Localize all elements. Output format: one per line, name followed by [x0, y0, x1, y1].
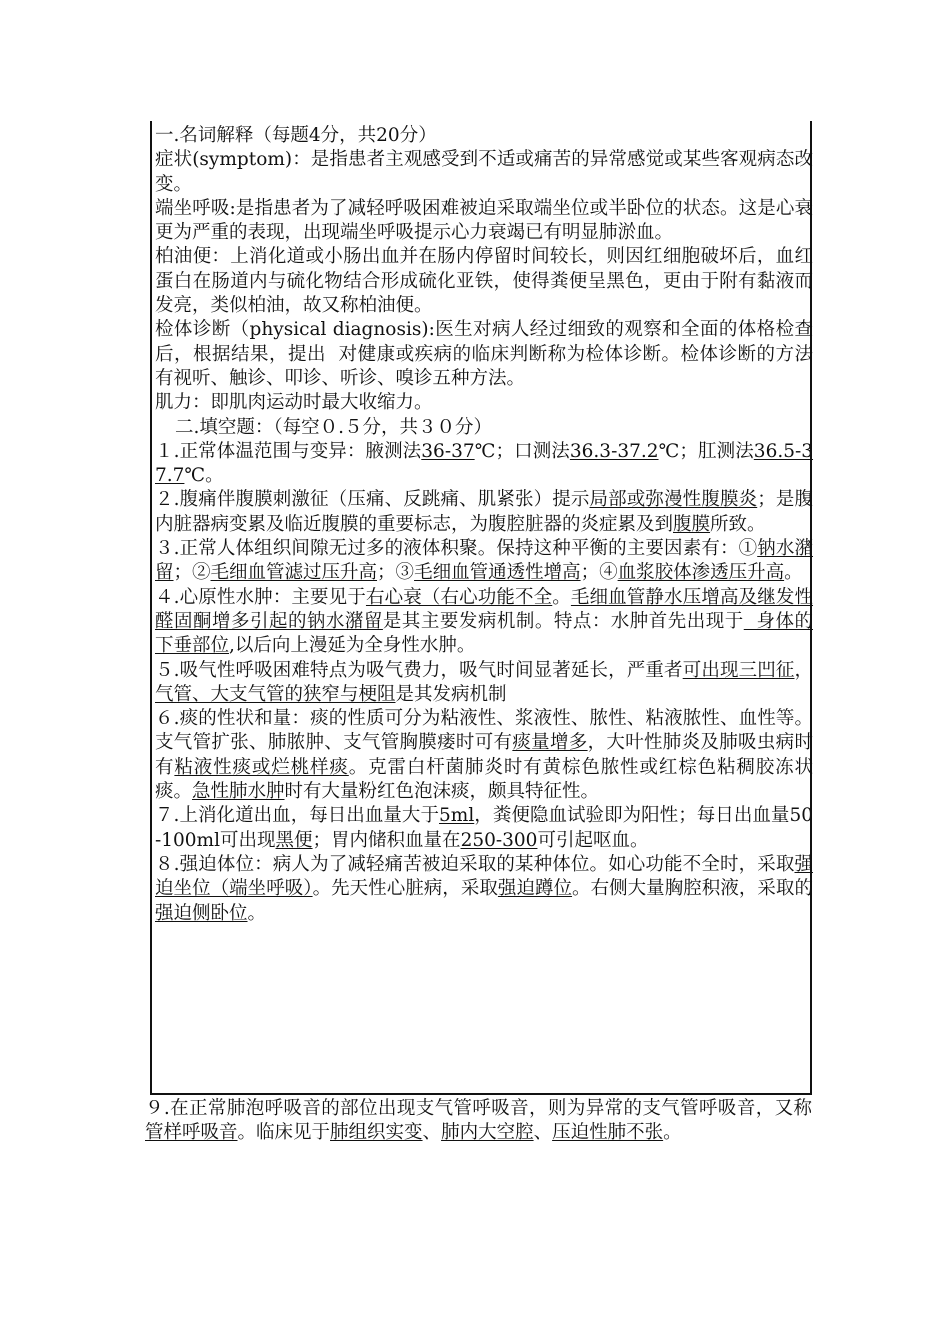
answer-blank: 毛细血管滤过压升高: [210, 562, 378, 584]
answer-blank: 右心衰（右心功能不全: [365, 586, 553, 608]
term-symptom: 症状(symptom)：是指患者主观感受到不适或痛苦的异常感觉或某些客观病态改变。: [155, 149, 813, 195]
answer-blank: 粘液性痰或烂桃样痰: [174, 756, 349, 778]
answer-blank: 肺组织实变: [330, 1122, 423, 1144]
answer-box-content: [155, 124, 813, 926]
answer-blank: 压迫性肺不张: [552, 1122, 664, 1144]
answer-blank: 局部或弥漫性腹膜炎: [589, 489, 758, 511]
answer-blank: 气管、大支气管的狭窄与梗阻: [155, 683, 396, 705]
answer-blank: 毛细血管静水压增高及继发性醛固酮增多引起的钠水潴留: [155, 586, 813, 632]
question-6: ６.痰的性状和量：痰的性质可分为粘液性、浆液性、脓性、粘液脓性、血性等。支气管扩张、肺脓肿、支气管胸膜瘘时可有痰量增多，大叶性肺炎及肺吸虫病时有粘液性痰或烂桃样痰。克雷白杆菌肺炎时有黄棕色脓性或红棕色粘稠胶冻状痰。急性肺水肿时有大量粉红色泡沫痰，颇具特征性。: [155, 708, 813, 803]
answer-blank: 血浆胶体渗透压升高: [617, 562, 785, 584]
answer-blank: 身体的下垂部位: [155, 610, 813, 657]
question-7: ７.上消化道出血，每日出血量大于5ml，粪便隐血试验即为阳性；每日出血量50-100ml可出现黑便；胃内储积血量在250-300可引起呕血。: [155, 805, 813, 851]
term-orthopnea: 端坐呼吸:是指患者为了减轻呼吸困难被迫采取端坐位或半卧位的状态。这是心衰更为严重的表现，出现端坐呼吸提示心力衰竭已有明显肺淤血。: [155, 197, 813, 244]
answer-blank: 可出现三凹征: [682, 659, 795, 681]
question-5: ５.吸气性呼吸困难特点为吸气费力，吸气时间显著延长，严重者可出现三凹征，气管、大支气管的狭窄与梗阻是其发病机制: [155, 659, 813, 705]
question-3: ３.正常人体组织间隙无过多的液体积聚。保持这种平衡的主要因素有：①钠水潴留；②毛细血管滤过压升高；③毛细血管通透性增高；④血浆胶体渗透压升高。: [155, 538, 813, 584]
answer-blank: 管样呼吸音: [145, 1122, 238, 1144]
question-9: ９.在正常肺泡呼吸音的部位出现支气管呼吸音，则为异常的支气管呼吸音，又称管样呼吸音。临床见于肺组织实变、肺内大空腔、压迫性肺不张。: [145, 1098, 812, 1144]
answer-blank: 5ml: [439, 805, 475, 827]
answer-blank: 强迫侧卧位: [155, 902, 248, 924]
answer-blank: 钠水潴留: [155, 538, 813, 584]
term-muscle-strength: 肌力：即肌肉运动时最大收缩力。: [155, 392, 433, 414]
answer-blank: 肺内大空腔: [441, 1122, 534, 1144]
answer-blank: 腹膜: [673, 513, 711, 535]
question-1: １.正常体温范围与变异：腋测法36-37℃；口测法36.3-37.2℃；肛测法36.5-37.7℃。: [155, 440, 814, 487]
question-4: ４.心原性水肿：主要见于右心衰（右心功能不全。毛细血管静水压增高及继发性醛固酮增多引起的钠水潴留是其主要发病机制。特点：水肿首先出现于 身体的下垂部位,以后向上漫延为全身性水肿。: [155, 586, 813, 657]
answer-blank: 250-300: [460, 829, 538, 851]
question-9-block: [145, 1097, 812, 1146]
answer-blank: 36.3-37.2: [569, 440, 659, 462]
question-2: ２.腹痛伴腹膜刺激征（压痛、反跳痛、肌紧张）提示局部或弥漫性腹膜炎；是腹内脏器病变累及临近腹膜的重要标志，为腹腔脏器的炎症累及到腹膜所致。: [155, 489, 813, 535]
answer-blank: 36-37: [421, 440, 475, 462]
section-2-title: 二.填空题：（每空０.５分，共３０分）: [175, 416, 493, 438]
question-8: ８.强迫体位：病人为了减轻痛苦被迫采取的某种体位。如心功能不全时，采取强迫坐位（端坐呼吸）。先天性心脏病，采取强迫蹲位。右侧大量胸腔积液，采取的强迫侧卧位。: [155, 853, 813, 924]
answer-blank: 强迫坐位（端坐呼吸）: [155, 853, 813, 900]
section-1-title: 一.名词解释（每题4分，共20分）: [155, 125, 437, 146]
term-physical-diagnosis: 检体诊断（physical diagnosis):医生对病人经过细致的观察和全面的体格检查后，根据结果，提出 对健康或疾病的临床判断称为检体诊断。检体诊断的方法有视听、触诊、叩诊、听诊、嗅诊五种方法。: [155, 319, 813, 389]
answer-blank: 强迫蹲位: [497, 878, 573, 900]
answer-blank: 黑便: [275, 829, 313, 851]
term-tarry-stool: 柏油便：上消化道或小肠出血并在肠内停留时间较长，则因红细胞破坏后，血红蛋白在肠道内与硫化物结合形成硫化亚铁，使得粪便呈黑色，更由于附有黏液而发亮，类似柏油，故又称柏油便。: [155, 246, 813, 317]
answer-blank: 急性肺水肿: [192, 781, 285, 803]
answer-blank: 36.5-37.7: [155, 440, 814, 487]
answer-blank: 痰量增多: [512, 732, 588, 754]
answer-blank: 毛细血管通透性增高: [414, 562, 581, 584]
